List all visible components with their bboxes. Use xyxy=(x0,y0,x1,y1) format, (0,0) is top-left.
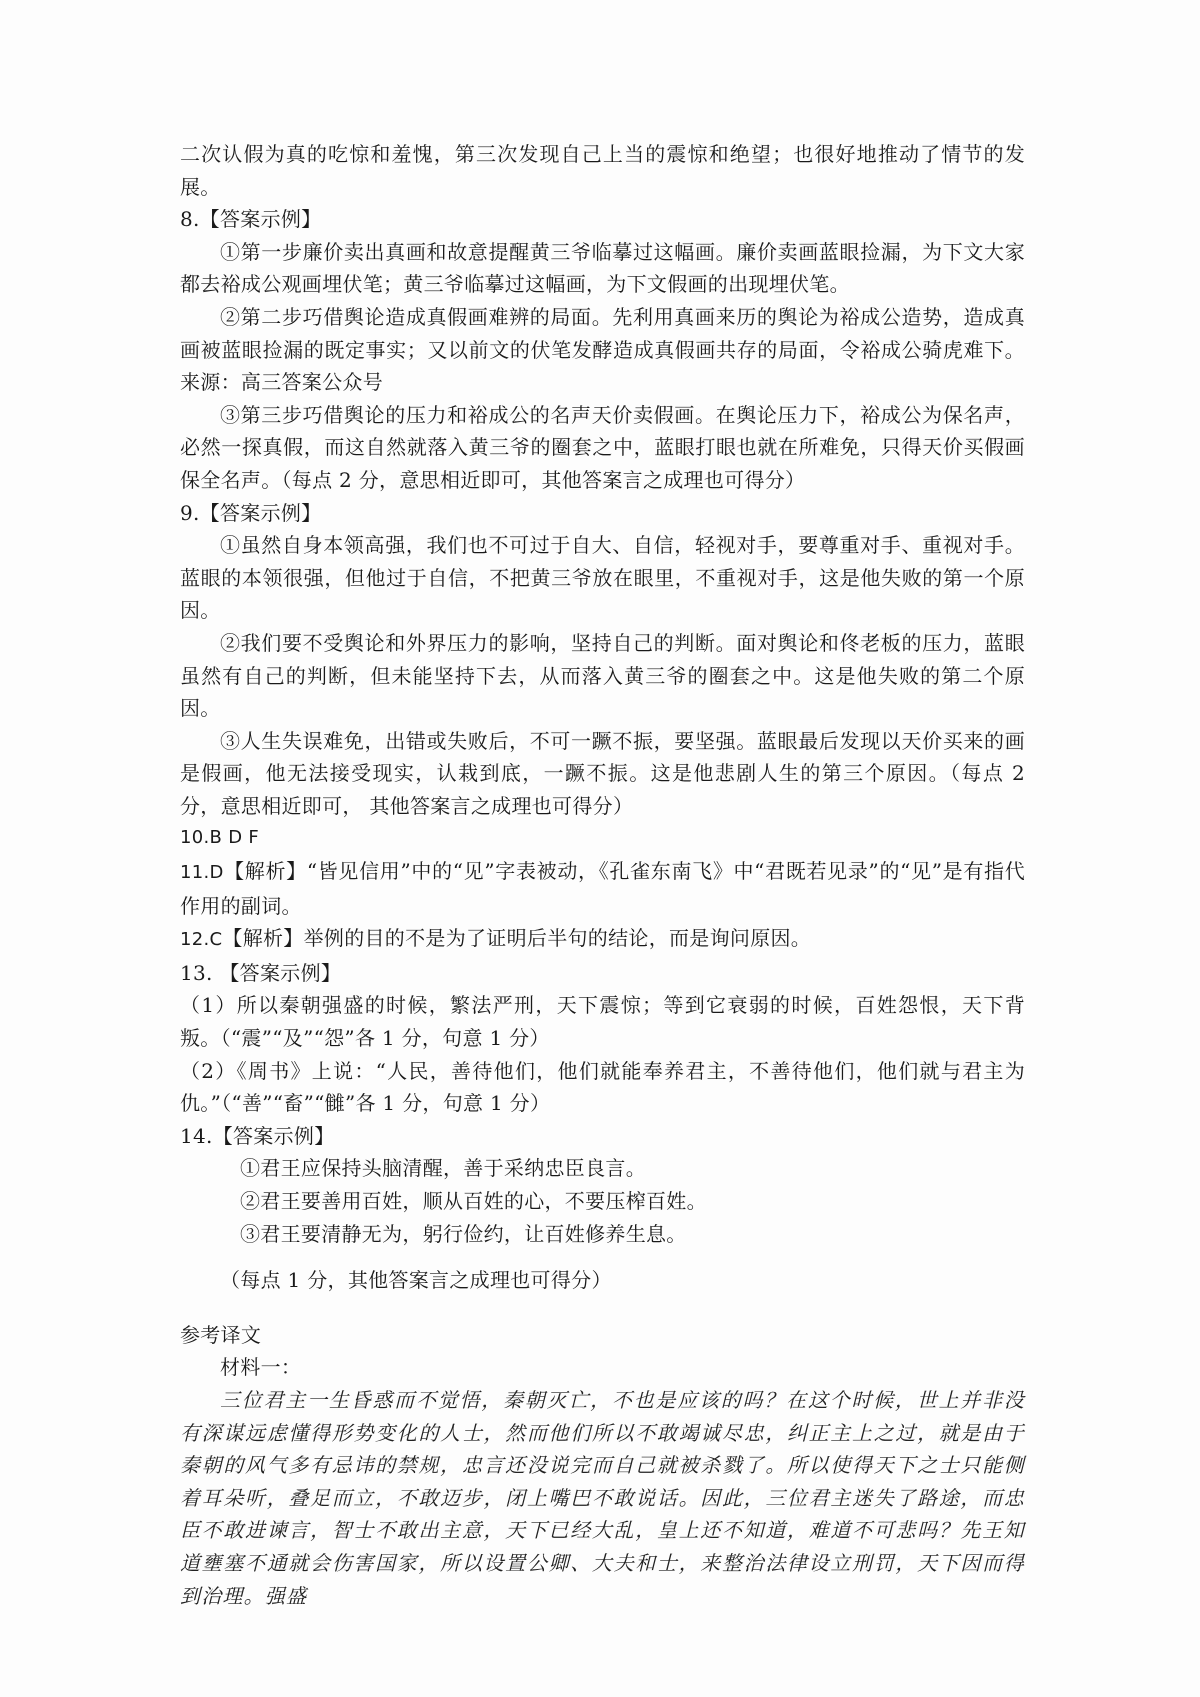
q14-item-1: ①君王应保持头脑清醒，善于采纳忠臣良言。 xyxy=(240,1156,646,1181)
q12-answer xyxy=(180,922,1025,957)
translation-subheading: 材料一： xyxy=(220,1355,302,1380)
q10-answer: 10.B D F xyxy=(180,827,260,849)
q8-point-3: ③第三步巧借舆论的压力和裕成公的名声天价卖假画。在舆论压力下，裕成公为保名声，必然一探真假，而这自然就落入黄三爷的圈套之中，蓝眼打眼也就在所难免，只得天价买假画保全名声。（每点 2 分，意思相近即可，其他答案言之成理也可得分） xyxy=(180,402,1025,492)
q8-label: 8.【答案示例】 xyxy=(180,207,322,232)
q13-part-1: （1）所以秦朝强盛的时候，繁法严刑，天下震惊；等到它衰弱的时候，百姓怨恨，天下背叛。（“震”“及”“怨”各 1 分，句意 1 分） xyxy=(180,993,1025,1051)
q13-part-2: （2）《周书》上说：“人民，善待他们，他们就能奉养君主，不善待他们，他们就与君主为仇。”（“善”“畜”“雠”各 1 分，句意 1 分） xyxy=(180,1058,1025,1116)
q9-label: 9.【答案示例】 xyxy=(180,500,322,525)
q13-label: 13. 【答案示例】 xyxy=(180,960,342,985)
translation-heading: 参考译文 xyxy=(180,1322,262,1347)
q8-point-2: ②第二步巧借舆论造成真假画难辨的局面。先利用真画来历的舆论为裕成公造势，造成真画被蓝眼捡漏的既定事实；又以前文的伏笔发酵造成真假画共存的局面，令裕成公骑虎难下。来源：高三答案公众号 xyxy=(180,304,1025,395)
q11-answer xyxy=(180,855,1025,922)
q8-point-1: ①第一步廉价卖出真画和故意提醒黄三爷临摹过这幅画。廉价卖画蓝眼捡漏，为下文大家都去裕成公观画埋伏笔；黄三爷临摹过这幅画，为下文假画的出现埋伏笔。 xyxy=(180,239,1025,297)
spacer xyxy=(180,1250,1025,1264)
q14-item-2: ②君王要善用百姓，顺从百姓的心，不要压榨百姓。 xyxy=(240,1189,707,1213)
q12-number: 12.C xyxy=(180,929,223,951)
continued-paragraph: 二次认假为真的吃惊和羞愧，第三次发现自己上当的震惊和绝望；也很好地推动了情节的发展。 xyxy=(180,142,1025,199)
q14-item-3: ③君王要清静无为，躬行俭约，让百姓修养生息。 xyxy=(240,1221,687,1246)
q14-label: 14.【答案示例】 xyxy=(180,1123,335,1148)
q11-analysis: 【解析】“皆见信用”中的“见”字表被动，《孔雀东南飞》中“君既若见录”的“见”是有指代作用的副词。 xyxy=(180,859,1025,918)
q11-number: 11.D xyxy=(180,862,224,884)
q9-point-3: ③人生失误难免，出错或失败后，不可一蹶不振，要坚强。蓝眼最后发现以天价买来的画是假画，他无法接受现实，认栽到底，一蹶不振。这是他悲剧人生的第三个原因。（每点 2 分，意思相近即可， 其他答案言之成理也可得分） xyxy=(180,728,1025,818)
q14-scoring-note: （每点 1 分，其他答案言之成理也可得分） xyxy=(220,1268,612,1293)
q9-point-1: ①虽然自身本领高强，我们也不可过于自大、自信，轻视对手，要尊重对手、重视对手。蓝眼的本领很强，但他过于自信，不把黄三爷放在眼里，不重视对手，这是他失败的第一个原因。 xyxy=(180,533,1025,623)
q12-analysis: 【解析】举例的目的不是为了证明后半句的结论，而是询问原因。 xyxy=(222,926,812,951)
spacer xyxy=(180,1297,1025,1319)
answer-content xyxy=(180,138,1025,1612)
q9-point-2: ②我们要不受舆论和外界压力的影响，坚持自己的判断。面对舆论和佟老板的压力，蓝眼虽然有自己的判断，但未能坚持下去，从而落入黄三爷的圈套之中。这是他失败的第二个原因。 xyxy=(180,630,1025,721)
translation-body: 三位君主一生昏惑而不觉悟，秦朝灭亡，不也是应该的吗？在这个时候，世上并非没有深谋远虑懂得形势变化的人士，然而他们所以不敢竭诚尽忠，纠正主上之过，就是由于秦朝的风气多有忌讳的禁规，忠言还没说完而自己就被杀戮了。所以使得天下之士只能侧着耳朵听，叠足而立，不敢迈步，闭上嘴巴不敢说话。因此，三位君主迷失了路途，而忠臣不敢进谏言，智士不敢出主意，天下已经大乱，皇上还不知道，难道不可悲吗？先王知道壅塞不通就会伤害国家，所以设置公卿、大夫和士，来整治法律设立刑罚，天下因而得到治理。强盛 xyxy=(180,1387,1025,1608)
